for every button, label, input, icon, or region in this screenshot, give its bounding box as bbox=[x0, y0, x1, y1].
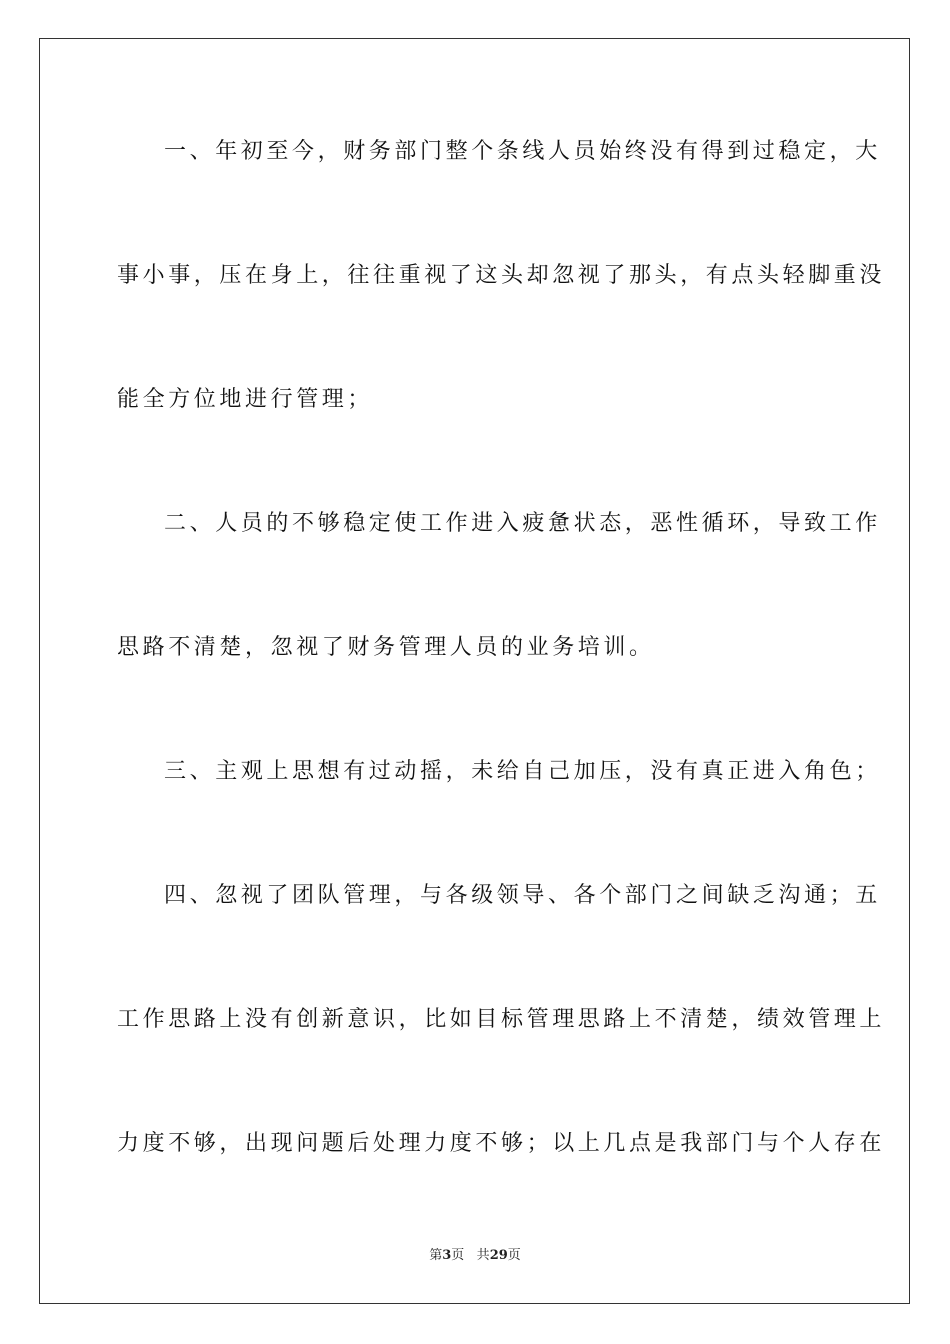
paragraph-line: 三、主观上思想有过动摇，未给自己加压，没有真正进入角色； bbox=[164, 759, 881, 784]
current-page-number: 3 bbox=[442, 1248, 452, 1263]
paragraph-line: 二、人员的不够稳定使工作进入疲惫状态，恶性循环，导致工作 bbox=[164, 511, 881, 536]
paragraph-line: 事小事，压在身上，往往重视了这头却忽视了那头，有点头轻脚重没 bbox=[117, 263, 886, 288]
paragraph-line: 力度不够，出现问题后处理力度不够；以上几点是我部门与个人存在 bbox=[117, 1131, 886, 1156]
page-number-prefix: 第 bbox=[429, 1248, 443, 1263]
page-border bbox=[39, 38, 910, 1304]
total-pages-suffix: 页 bbox=[507, 1248, 521, 1263]
paragraph-line: 工作思路上没有创新意识，比如目标管理思路上不清楚，绩效管理上 bbox=[117, 1007, 886, 1032]
total-pages-number: 29 bbox=[489, 1248, 508, 1263]
page-number-suffix: 页 bbox=[451, 1248, 465, 1263]
page-footer bbox=[0, 1247, 950, 1265]
paragraph-line: 四、忽视了团队管理，与各级领导、各个部门之间缺乏沟通；五 bbox=[164, 883, 881, 908]
paragraph-line: 一、年初至今，财务部门整个条线人员始终没有得到过稳定，大 bbox=[164, 139, 881, 164]
paragraph-line: 思路不清楚，忽视了财务管理人员的业务培训。 bbox=[117, 635, 655, 660]
total-pages-prefix: 共 bbox=[476, 1248, 490, 1263]
paragraph-line: 能全方位地进行管理； bbox=[117, 387, 374, 412]
